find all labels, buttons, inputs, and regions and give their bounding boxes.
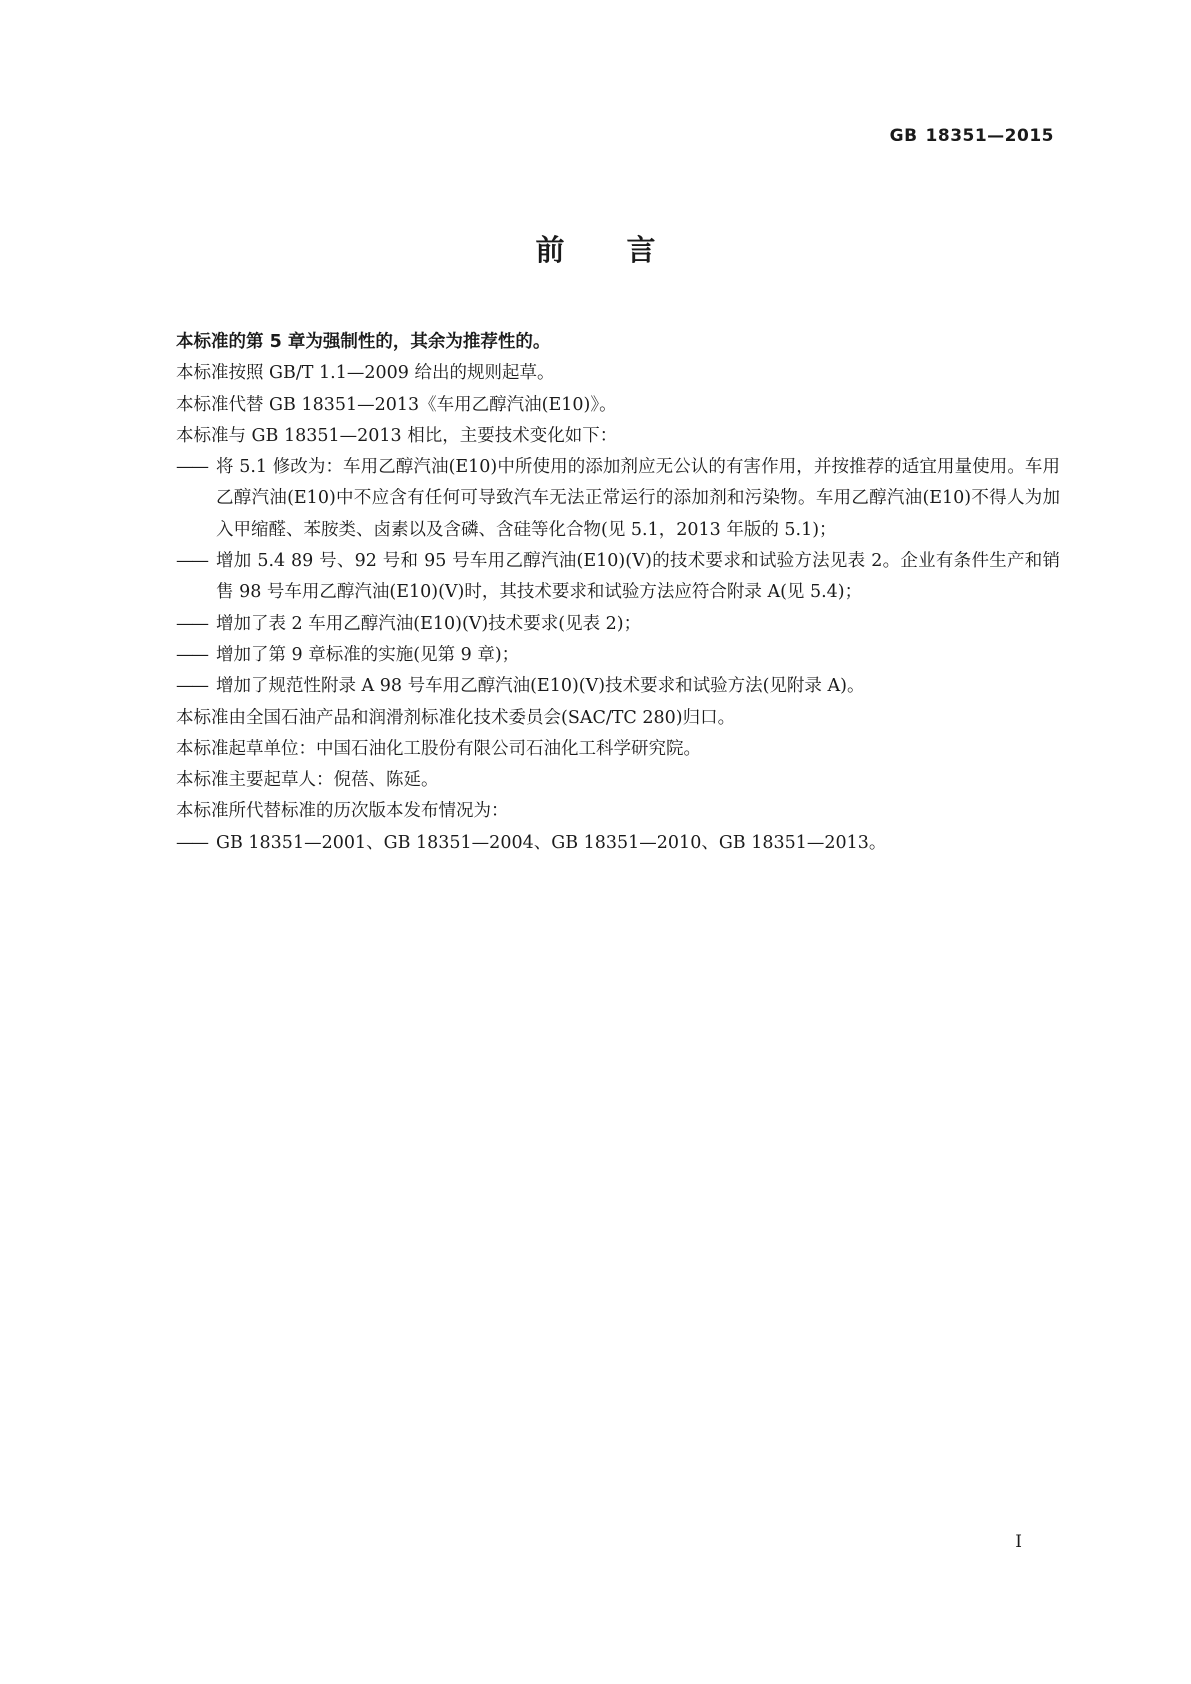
page-title — [0, 228, 1191, 269]
foreword-body — [176, 327, 1060, 859]
change-item — [176, 671, 1060, 702]
dash-marker: —— — [176, 613, 207, 634]
page-title-char-2: 言 — [626, 233, 656, 267]
standard-code-prefix: GB — [889, 126, 918, 146]
dash-marker: —— — [176, 551, 207, 572]
history-item — [176, 828, 1060, 859]
dash-marker: —— — [176, 832, 207, 853]
paragraph-history-intro: 本标准所代替标准的历次版本发布情况为： — [176, 801, 509, 822]
paragraph-changes-intro: 本标准与 GB 18351—2013 相比，主要技术变化如下： — [176, 425, 618, 446]
change-item-text: 增加 5.4 89 号、92 号和 95 号车用乙醇汽油(E10)(Ⅴ)的技术要求和试验方法见表 2。企业有条件生产和销售 98 号车用乙醇汽油(E10)(Ⅴ)时，其技术要求和试验方法应符合附录 A(见 5.4)； — [216, 551, 1060, 603]
paragraph-drafting-rules: 本标准按照 GB/T 1.1—2009 给出的规则起草。 — [176, 363, 555, 384]
change-item-text: 将 5.1 修改为：车用乙醇汽油(E10)中所使用的添加剂应无公认的有害作用，并按推荐的适宜用量使用。车用乙醇汽油(E10)中不应含有任何可导致汽车无法正常运行的添加剂和污染物。车用乙醇汽油(E10)不得人为加入甲缩醛、苯胺类、卤素以及含磷、含硅等化合物(见 5.1，2013 年版的 5.1)； — [216, 457, 1060, 540]
change-item-text: 增加了第 9 章标准的实施(见第 9 章)； — [216, 644, 520, 665]
change-item-text: 增加了规范性附录 A 98 号车用乙醇汽油(E10)(Ⅴ)技术要求和试验方法(见附录 A)。 — [216, 676, 865, 697]
paragraph-technical-committee: 本标准由全国石油产品和润滑剂标准化技术委员会(SAC/TC 280)归口。 — [176, 707, 736, 728]
standard-code — [890, 126, 1054, 146]
paragraph-drafting-organization: 本标准起草单位：中国石油化工股份有限公司石油化工科学研究院。 — [176, 738, 701, 759]
standard-code-number: 18351—2015 — [925, 126, 1054, 146]
change-item — [176, 546, 1060, 609]
dash-marker: —— — [176, 644, 207, 665]
dash-marker: —— — [176, 457, 207, 478]
paragraph-replaces: 本标准代替 GB 18351—2013《车用乙醇汽油(E10)》。 — [176, 394, 617, 415]
change-item — [176, 640, 1060, 671]
page-title-char-1: 前 — [535, 233, 565, 267]
paragraph-main-drafters: 本标准主要起草人：倪蓓、陈延。 — [176, 770, 439, 791]
page-number: I — [1015, 1532, 1022, 1552]
history-item-text: GB 18351—2001、GB 18351—2004、GB 18351—2010、GB 18351—2013。 — [216, 832, 887, 853]
change-item — [176, 609, 1060, 640]
dash-marker: —— — [176, 676, 207, 697]
change-item-text: 增加了表 2 车用乙醇汽油(E10)(Ⅴ)技术要求(见表 2)； — [216, 613, 642, 634]
change-item — [176, 452, 1060, 546]
paragraph-mandatory-statement: 本标准的第 5 章为强制性的，其余为推荐性的。 — [176, 332, 551, 352]
